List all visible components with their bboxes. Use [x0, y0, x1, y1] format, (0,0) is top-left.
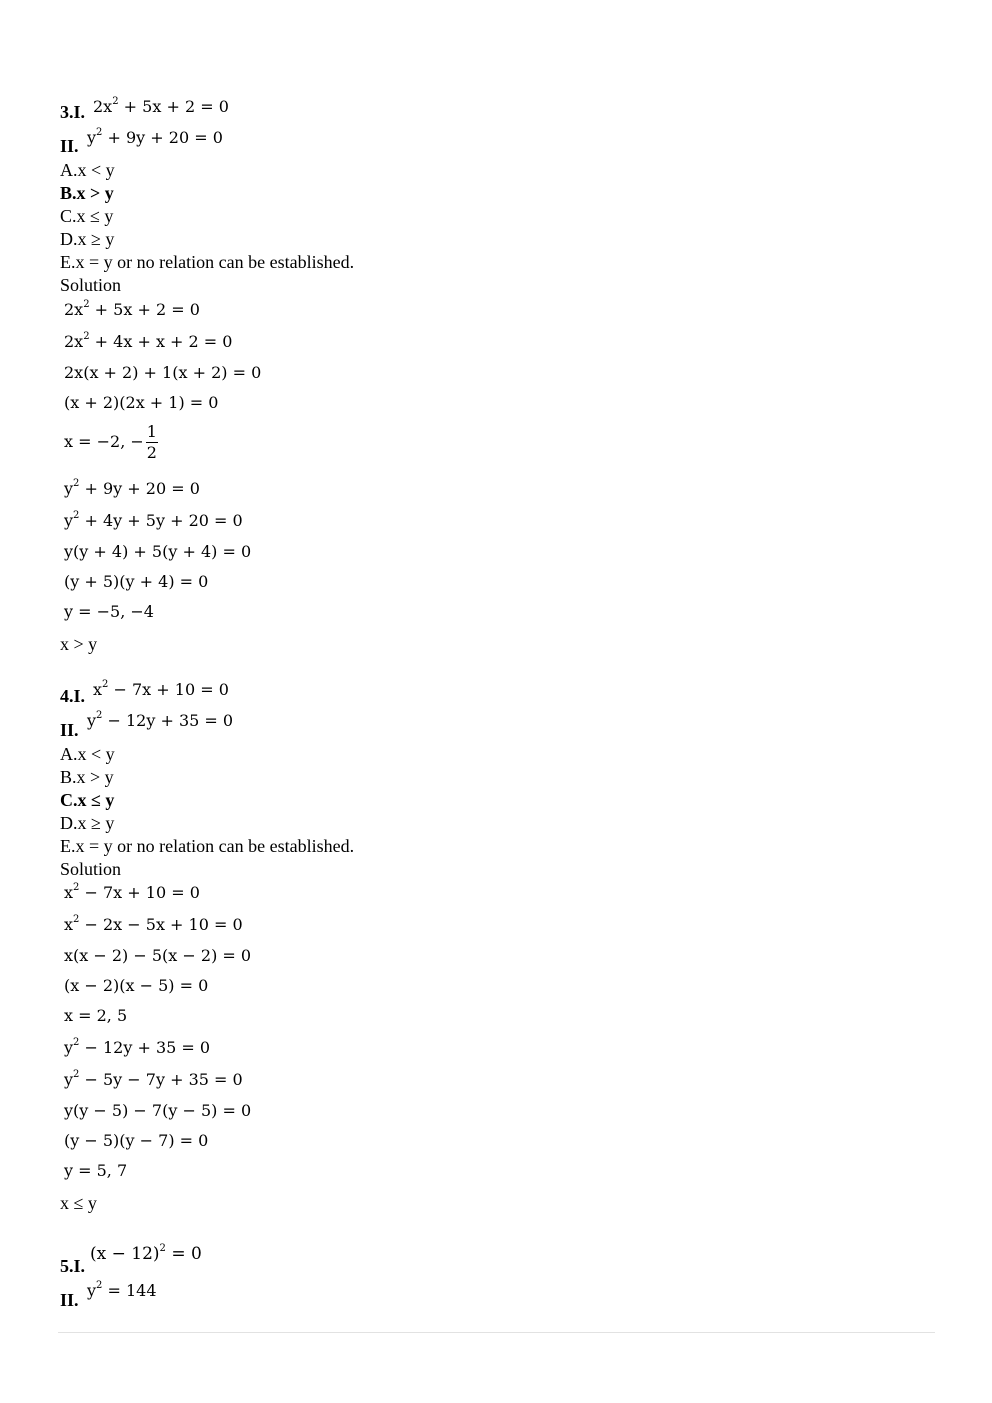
q4-step-10: y = 5, 7 [64, 1161, 128, 1180]
q4-answer: x ≤ y [60, 1193, 97, 1213]
q3-step-6: $y^2 + 9y + 20 = 0$ [64, 478, 200, 498]
q3-option-b: B.x > y [60, 183, 114, 203]
page-divider [58, 1332, 935, 1333]
q3-option-e: E.x = y or no relation can be established. [60, 252, 355, 272]
q3-step-4: (x + 2)(2x + 1) = 0 [64, 393, 219, 412]
q3-equation-ii: $y^2 + 9y + 20 = 0$ [87, 127, 223, 147]
q3-answer: x > y [60, 634, 98, 654]
q3-solution-label: Solution [60, 275, 122, 295]
q4-label-i: 4.I. [60, 686, 86, 706]
q3-step-9: (y + 5)(y + 4) = 0 [64, 572, 209, 591]
q4-step-8: y(y − 5) − 7(y − 5) = 0 [64, 1101, 252, 1120]
q3-step-10: y = −5, −4 [64, 602, 154, 621]
q3-step-5: x = −2, − $\frac{1}{2}$ [64, 422, 157, 462]
q4-step-4: (x − 2)(x − 5) = 0 [64, 976, 209, 995]
q5-equation-ii: $y^2 = 144$ [87, 1280, 157, 1300]
q4-step-7: $y^2 - 5y - 7y + 35 = 0$ [64, 1069, 243, 1089]
q3-option-d: D.x ≥ y [60, 229, 115, 249]
q5-equation-i: $(x - 12)^2 = 0$ [90, 1243, 202, 1264]
q3-equation-i: $2x^2 + 5x + 2 = 0$ [93, 96, 229, 116]
q4-step-5: x = 2, 5 [64, 1006, 128, 1025]
q3-step-2: $2x^2 + 4x + x + 2 = 0$ [64, 331, 233, 351]
q4-step-1: $x^2 - 7x + 10 = 0$ [64, 882, 200, 902]
q3-step-8: y(y + 4) + 5(y + 4) = 0 [64, 542, 252, 561]
q4-label-ii: II. [60, 720, 79, 740]
q4-step-9: (y − 5)(y − 7) = 0 [64, 1131, 209, 1150]
q5-label-i: 5.I. [60, 1256, 86, 1276]
q4-equation-i: $x^2 - 7x + 10 = 0$ [93, 679, 229, 699]
q3-option-c: C.x ≤ y [60, 206, 114, 226]
q4-step-2: $x^2 - 2x - 5x + 10 = 0$ [64, 914, 243, 934]
q4-solution-label: Solution [60, 859, 122, 879]
q3-step-3: 2x(x + 2) + 1(x + 2) = 0 [64, 363, 262, 382]
q5-label-ii: II. [60, 1290, 79, 1310]
q4-option-e: E.x = y or no relation can be established. [60, 836, 355, 856]
q3-option-a: A.x < y [60, 160, 115, 180]
q4-option-a: A.x < y [60, 744, 115, 764]
q3-step-7: $y^2 + 4y + 5y + 20 = 0$ [64, 510, 243, 530]
q4-option-c: C.x ≤ y [60, 790, 115, 810]
q4-option-b: B.x > y [60, 767, 114, 787]
q4-step-6: $y^2 - 12y + 35 = 0$ [64, 1037, 211, 1057]
q3-label-i: 3.I. [60, 102, 86, 122]
q3-label-ii: II. [60, 136, 79, 156]
q4-option-d: D.x ≥ y [60, 813, 115, 833]
q4-equation-ii: $y^2 - 12y + 35 = 0$ [87, 710, 234, 730]
q4-step-3: x(x − 2) − 5(x − 2) = 0 [64, 946, 252, 965]
q3-step-1: $2x^2 + 5x + 2 = 0$ [64, 299, 200, 319]
